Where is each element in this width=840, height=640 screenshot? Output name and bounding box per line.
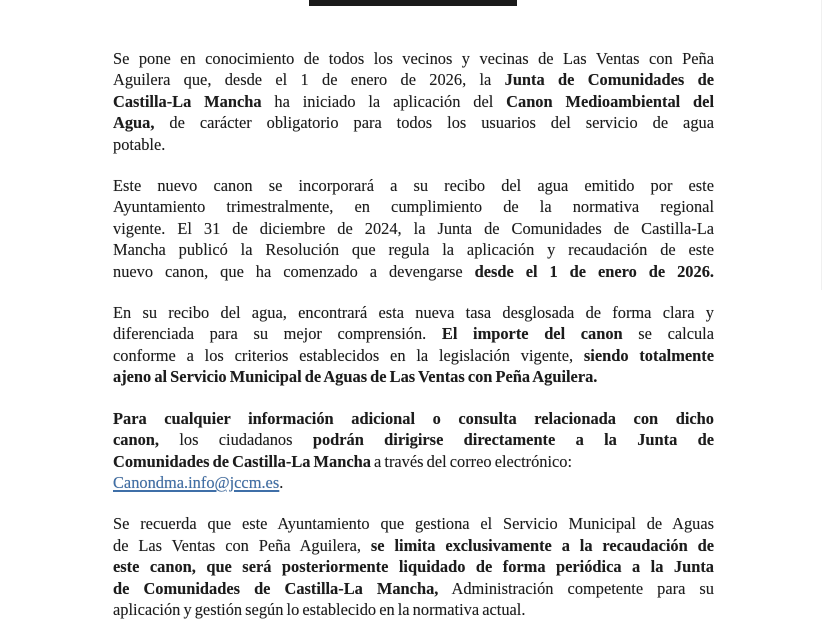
scan-artifact-line xyxy=(821,0,822,290)
text-line xyxy=(113,408,714,429)
text-segment-bold: de Comunidades de Castilla-La Mancha, xyxy=(113,578,439,598)
text-segment: Este nuevo canon se incorporará a su recibo del agua emitido por este xyxy=(113,176,714,196)
text-segment: En su recibo del agua, encontrará esta nueva tasa desglosada de forma clara y xyxy=(113,303,714,323)
text-line xyxy=(113,578,714,599)
text-segment-bold: Canon Medioambiental del xyxy=(506,91,714,111)
text-line xyxy=(113,91,714,112)
text-segment-bold: canon, xyxy=(113,430,159,450)
text-segment: diferenciada para su mejor comprensión. xyxy=(113,324,442,344)
text-line xyxy=(113,48,714,69)
text-segment: Aguilera que, desde el 1 de enero de 2026, la xyxy=(113,70,505,90)
text-segment-bold: se limita exclusivamente a la recaudación de xyxy=(370,535,714,555)
text-line xyxy=(113,218,714,239)
paragraph-announcement xyxy=(113,48,714,155)
text-segment: vigente. El 31 de diciembre de 2024, la Junta de Comunidades de Castilla-La xyxy=(113,218,714,238)
text-segment-bold: siendo totalmente xyxy=(583,345,714,365)
text-line xyxy=(113,196,714,217)
text-segment-bold: ajeno al Servicio Municipal de Aguas de Las Ventas con Peña Aguilera. xyxy=(113,367,598,387)
text-line xyxy=(113,599,714,620)
text-segment-bold: Comunidades de Castilla-La Mancha xyxy=(113,451,371,471)
paragraph-receipt-breakdown xyxy=(113,302,714,388)
text-segment: se calcula xyxy=(622,324,714,344)
paragraph-contact-info xyxy=(113,408,714,494)
text-line xyxy=(113,513,714,534)
text-segment: . xyxy=(279,472,284,492)
text-segment: de carácter obligatorio para todos los usuarios del servicio de agua xyxy=(154,113,714,133)
text-line xyxy=(113,134,714,155)
text-segment: nuevo canon, que ha comenzado a devengarse xyxy=(113,261,475,281)
text-line xyxy=(113,451,714,472)
text-segment: Mancha publicó la Resolución que regula la aplicación y recaudación de este xyxy=(113,240,714,260)
text-segment-bold: este canon, que será posteriormente liquidado de forma periódica a la Junta xyxy=(113,557,714,577)
paragraph-canon-billing xyxy=(113,175,714,282)
text-line xyxy=(113,345,714,366)
text-segment: potable. xyxy=(113,134,166,154)
document-body xyxy=(113,48,714,640)
text-segment: Se pone en conocimiento de todos los vecinos y vecinas de Las Ventas con Peña xyxy=(113,49,714,68)
text-segment: los ciudadanos xyxy=(159,430,313,450)
text-line xyxy=(113,556,714,577)
text-line xyxy=(113,429,714,450)
text-segment-bold: El importe del canon xyxy=(441,324,623,344)
text-line xyxy=(113,302,714,323)
text-segment: a través del correo electrónico: xyxy=(370,451,573,471)
text-segment-bold: Castilla-La Mancha xyxy=(113,91,262,111)
text-line xyxy=(113,472,714,493)
text-line xyxy=(113,69,714,90)
text-line xyxy=(113,323,714,344)
cropped-header-bar xyxy=(309,0,517,6)
text-line xyxy=(113,261,714,282)
text-line xyxy=(113,112,714,133)
text-segment-bold: desde el 1 de enero de 2026. xyxy=(474,261,714,281)
paragraph-municipal-role xyxy=(113,513,714,620)
text-line xyxy=(113,175,714,196)
text-segment-bold: podrán dirigirse directamente a la Junta de xyxy=(312,430,714,450)
text-segment: aplicación y gestión según lo establecido en la normativa actual. xyxy=(113,599,526,619)
text-segment: de Las Ventas con Peña Aguilera, xyxy=(113,535,371,555)
text-segment-bold: Para cualquier información adicional o consulta relacionada con dicho xyxy=(113,408,714,428)
text-line xyxy=(113,366,714,387)
text-segment: Administración competente para su xyxy=(438,578,714,598)
text-line xyxy=(113,535,714,556)
text-segment-bold: Junta de Comunidades de xyxy=(504,70,714,90)
text-segment: Se recuerda que este Ayuntamiento que gestiona el Servicio Municipal de Aguas xyxy=(113,514,714,534)
text-segment: conforme a los criterios establecidos en la legislación vigente, xyxy=(113,345,584,365)
text-line xyxy=(113,239,714,260)
email-link[interactable]: Canondma.info@jccm.es xyxy=(113,472,280,492)
text-segment: ha iniciado la aplicación del xyxy=(261,91,507,111)
text-segment: Ayuntamiento trimestralmente, en cumplimiento de la normativa regional xyxy=(113,197,714,217)
text-segment-bold: Agua, xyxy=(113,113,155,133)
